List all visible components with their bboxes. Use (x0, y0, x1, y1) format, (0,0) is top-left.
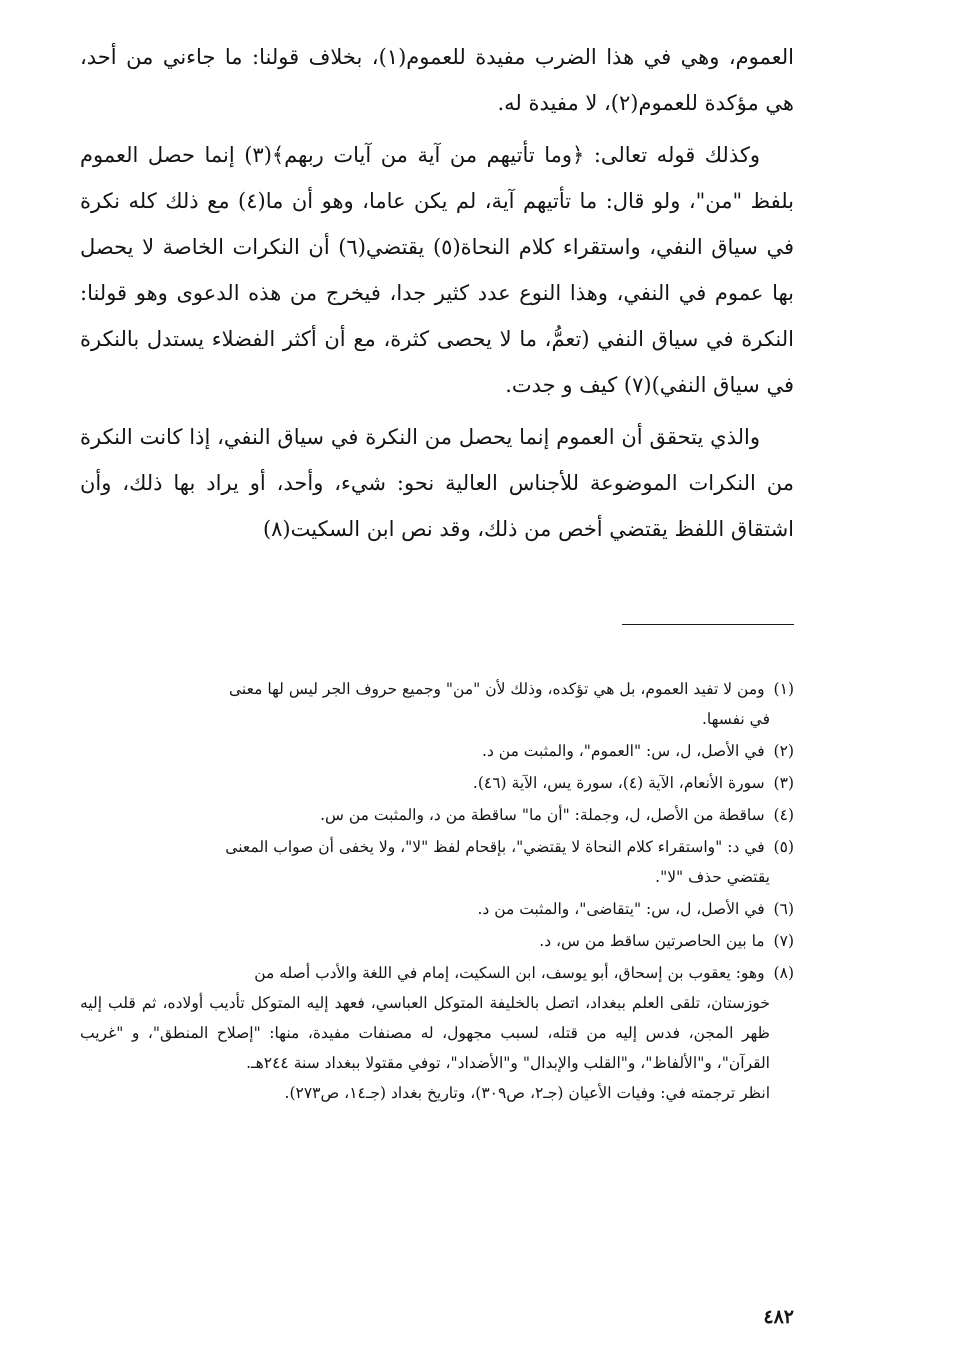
footnote-separator (622, 624, 794, 625)
page-number: ٤٨٢ (763, 1306, 794, 1328)
footnote-number: (٣) (773, 774, 794, 792)
footnote-text: سورة الأنعام، الآية (٤)، سورة يس، الآية (٤٦). (472, 774, 765, 792)
paragraph-1: العموم، وهي في هذا الضرب مفيدة للعموم(١)، بخلاف قولنا: ما جاءني من أحد، هي مؤكدة للعموم(٢)، لا مفيدة له. (80, 45, 794, 115)
footnote-8 (80, 958, 794, 1108)
footnote-text: ومن لا تفيد العموم، بل هي تؤكده، وذلك لأن "من" وجميع حروف الجر ليس لها معنى (229, 680, 765, 698)
footnote-5 (80, 832, 794, 892)
footnote-continuation: خوزستان، تلقى العلم ببغداد، اتصل بالخليفة المتوكل العباسي، فعهد إليه المتوكل تأديب أولاده، ثم قلب إليه ظهر المجن، فدس إليه من قتله، لسبب مجهول، له مصنفات مفيدة، منها: "إصلاح المنطق"، و "غريب القرآن"، و"الألفاظ"، و"القلب والإبدال" و"الأضداد"، توفي مقتولا ببغداد سنة ٢٤٤هـ. (80, 994, 770, 1072)
footnote-3 (80, 768, 794, 798)
footnote-text: ساقطة من الأصل، ل، وجملة: "أن ما" ساقطة من د، والمثبت من س. (320, 806, 765, 824)
footnote-number: (٧) (773, 932, 794, 950)
footnote-text: وهو: يعقوب بن إسحاق، أبو يوسف، ابن السكيت، إمام في اللغة والأدب أصله من (254, 964, 765, 982)
footnotes (80, 674, 794, 1110)
footnote-4 (80, 800, 794, 830)
footnote-text: في الأصل، ل، س: "العموم"، والمثبت من د. (482, 742, 765, 760)
footnote-number: (١) (773, 680, 794, 698)
paragraph-3: والذي يتحقق أن العموم إنما يحصل من النكرة في سياق النفي، إذا كانت النكرة من النكرات الموضوعة للأجناس العالية نحو: شيء، وأحد، أو يراد بها ذلك، وأن اشتقاق اللفظ يقتضي أخص من ذلك، وقد نص ابن السكيت(٨) (80, 425, 794, 541)
footnote-number: (٨) (773, 964, 794, 982)
book-page (80, 34, 794, 1328)
footnote-number: (٢) (773, 742, 794, 760)
footnote-text: في د: "واستقراء كلام النحاة لا يقتضي"، بإقحام لفظ "لا"، ولا يخفى أن صواب المعنى (225, 838, 765, 856)
footnote-6 (80, 894, 794, 924)
footnote-reference: انظر ترجمته في: وفيات الأعيان (جـ٢، ص٣٠٩)، وتاريخ بغداد (جـ١٤، ص٢٧٣). (284, 1084, 770, 1102)
footnote-2 (80, 736, 794, 766)
footnote-continuation: يقتضي حذف "لا". (655, 868, 770, 886)
footnote-number: (٥) (773, 838, 794, 856)
footnote-continuation: في نفسها. (701, 710, 770, 728)
footnote-text: في الأصل، ل، س: "يتقاضى"، والمثبت من د. (477, 900, 765, 918)
footnote-1 (80, 674, 794, 734)
footnote-number: (٦) (773, 900, 794, 918)
footnote-text: ما بين الحاصرتين ساقط من س، د. (539, 932, 765, 950)
footnote-number: (٤) (773, 806, 794, 824)
footnote-7 (80, 926, 794, 956)
paragraph-2: وكذلك قوله تعالى: ﴿وما تأتيهم من آية من آيات ربهم﴾(٣) إنما حصل العموم بلفظ "من"، ولو قال: ما تأتيهم آية، لم يكن عاما، وهو أن ما(٤) مع ذلك كله نكرة في سياق النفي، واستقراء كلام النحاة(٥) يقتضي(٦) أن النكرات الخاصة لا يحصل بها عموم في النفي، وهذا النوع عدد كثير جدا، فيخرج من هذه الدعوى وهو قولنا: النكرة في سياق النفي (تعمُّ، ما لا يحصى كثرة، مع أن أكثر الفضلاء يستدل بالنكرة في سياق النفي)(٧) كيف و جدت. (80, 143, 794, 397)
main-text (80, 34, 794, 558)
